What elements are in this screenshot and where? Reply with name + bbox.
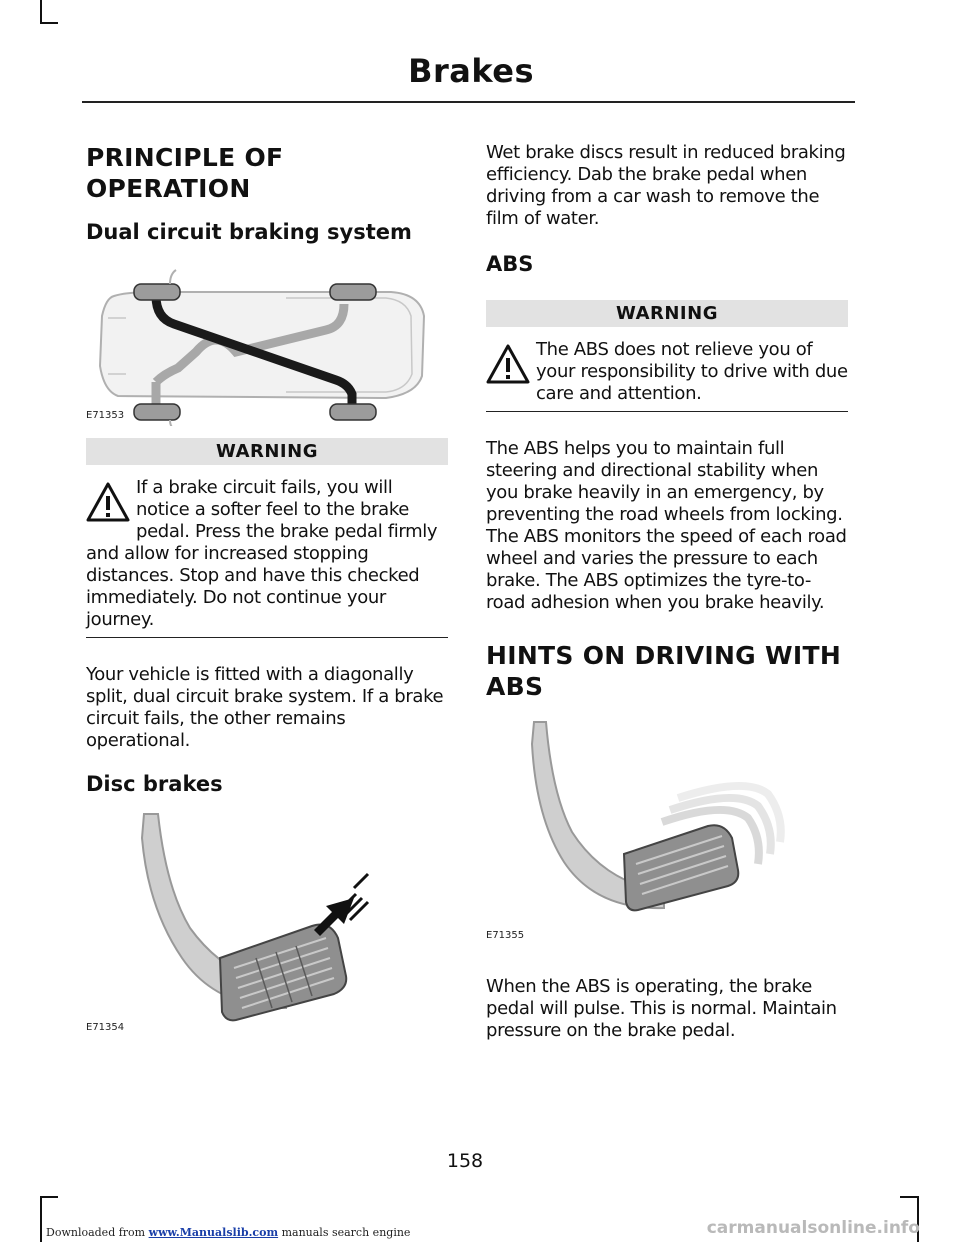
title-rule — [82, 101, 855, 103]
figure-label: E71353 — [86, 410, 125, 421]
warning-header: WARNING — [86, 438, 448, 465]
right-column — [486, 142, 848, 1042]
warning-body — [486, 327, 848, 412]
subheading-dual-circuit: Dual circuit braking system — [86, 220, 412, 244]
figure-disc-brake-pedal — [86, 808, 448, 1048]
subheading-disc-brakes: Disc brakes — [86, 772, 223, 796]
figure-abs-pedal-pulse — [486, 714, 848, 946]
warning-body — [86, 465, 448, 638]
footer-prefix: Downloaded from — [46, 1226, 149, 1239]
left-column — [86, 110, 448, 1048]
paragraph-abs-function: The ABS helps you to maintain full steering and directional stability when you brake heavily in an emergency, by preventing the road wheels from locking. The ABS monitors the speed of each road wheel and varies the pressure to each brake. The ABS optimizes the tyre-to-road adhesion when you brake heavily. — [486, 438, 847, 613]
crop-mark-br-h — [900, 1196, 918, 1198]
section-heading-principle: PRINCIPLE OF OPERATION — [86, 143, 284, 203]
car-brake-circuit-illustration — [86, 256, 448, 426]
page-number: 158 — [446, 1150, 484, 1172]
crop-mark-bl-h — [40, 1196, 58, 1198]
warning-header: WARNING — [486, 300, 848, 327]
figure-label: E71354 — [86, 1022, 125, 1033]
paragraph-abs-pulse: When the ABS is operating, the brake pedal will pulse. This is normal. Maintain pressure on the brake pedal. — [486, 976, 837, 1041]
paragraph-diagonal-split: Your vehicle is fitted with a diagonally split, dual circuit brake system. If a brake circuit fails, the other remains operational. — [86, 664, 444, 751]
footer-suffix: manuals search engine — [278, 1226, 411, 1239]
paragraph-wet-discs: Wet brake discs result in reduced braking efficiency. Dab the brake pedal when driving from a car wash to remove the film of water. — [486, 142, 846, 229]
warning-box-abs — [486, 300, 848, 412]
subheading-abs: ABS — [486, 252, 534, 276]
figure-dual-circuit — [86, 256, 448, 426]
warning-triangle-icon — [86, 481, 130, 523]
warning-triangle-icon — [486, 343, 530, 385]
page-title: Brakes — [408, 52, 534, 90]
figure-label: E71355 — [486, 930, 525, 941]
watermark: carmanualsonline.info — [706, 1218, 920, 1238]
brake-pedal-pulse-illustration — [486, 714, 848, 946]
section-heading-hints-abs: HINTS ON DRIVING WITH ABS — [486, 641, 842, 701]
footer-link[interactable]: www.Manualslib.com — [148, 1226, 279, 1239]
warning-box-brake-circuit — [86, 438, 448, 638]
download-footer — [46, 1226, 410, 1239]
crop-mark-tl-v — [40, 0, 42, 24]
warning-text: The ABS does not relieve you of your responsibility to drive with due care and attention. — [536, 339, 848, 404]
crop-mark-bl-v — [40, 1196, 42, 1242]
crop-mark-tl-h — [40, 22, 58, 24]
warning-text: If a brake circuit fails, you will notice a softer feel to the brake pedal. Press the brake pedal firmly and allow for increased stopping distances. Stop and have this checked immediately. Do not continue your journey. — [86, 477, 438, 630]
brake-pedal-press-illustration — [86, 808, 448, 1048]
